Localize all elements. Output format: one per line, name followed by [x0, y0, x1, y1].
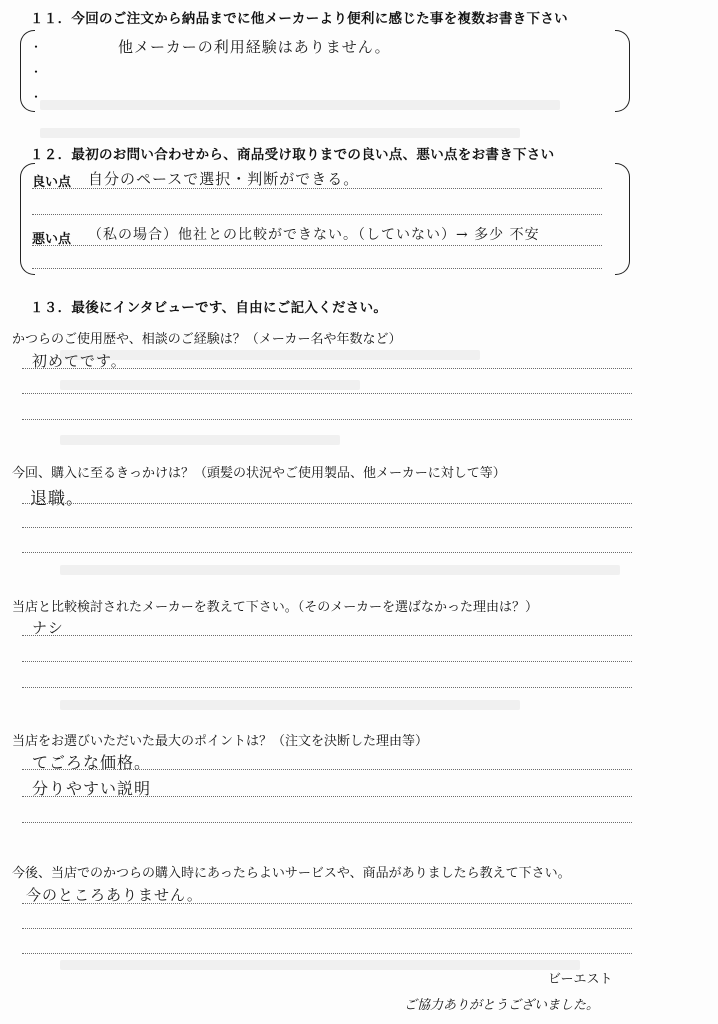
answer-line: [22, 661, 632, 662]
q13-future-answer: 今のところありません。: [26, 886, 203, 904]
answer-line: [22, 635, 632, 636]
q13-history-answer: 初めてです。: [32, 352, 127, 370]
q12-bad-answer: （私の場合）他社との比較ができない。（していない）→ 多少 不安: [88, 227, 540, 243]
q13-point-answer-1: てごろな価格。: [32, 753, 152, 772]
bleed-through: [60, 700, 520, 710]
bleed-through: [40, 128, 520, 138]
answer-line: [32, 188, 602, 189]
q11-bullet: ・: [30, 65, 43, 79]
q13-compare-answer: ナシ: [32, 619, 64, 637]
q12-bad-label: 悪い点: [32, 232, 72, 247]
answer-line: [32, 268, 602, 269]
answer-line: [22, 822, 632, 823]
q13-trigger-answer: 退職。: [30, 489, 84, 509]
answer-line: [22, 953, 632, 954]
q11-answer: 他メーカーの利用経験はありません。: [118, 38, 391, 56]
footer-thanks: ご協力ありがとうございました。: [404, 998, 600, 1013]
q12-good-answer: 自分のペースで選択・判断ができる。: [88, 170, 360, 188]
q12-good-label: 良い点: [32, 175, 72, 190]
answer-line: [32, 214, 602, 215]
answer-line: [32, 245, 602, 246]
q11-title: １１．今回のご注文から納品までに他メーカーより便利に感じた事を複数お書き下さい: [30, 11, 568, 27]
answer-line: [22, 687, 632, 688]
answer-line: [22, 527, 632, 528]
q13-future-prompt: 今後、当店でのかつらの購入時にあったらよいサービスや、商品がありましたら教えて下さい。: [12, 866, 571, 881]
answer-line: [22, 903, 632, 904]
q13-compare-prompt: 当店と比較検討されたメーカーを教えて下さい。（そのメーカーを選ばなかった理由は？）: [12, 600, 538, 615]
answer-line: [22, 796, 632, 797]
q13-point-answer-2: 分りやすい説明: [32, 779, 152, 798]
q11-bullet: ・: [30, 90, 43, 104]
answer-line: [22, 928, 632, 929]
answer-line: [22, 393, 632, 394]
answer-line: [22, 552, 632, 553]
answer-line: [22, 419, 632, 420]
q13-title: １３．最後にインタビューです、自由にご記入ください。: [30, 300, 388, 316]
bleed-through: [60, 380, 360, 390]
q13-history-prompt: かつらのご使用歴や、相談のご経験は？（メーカー名や年数など）: [12, 332, 402, 347]
answer-line: [22, 368, 632, 369]
bleed-through: [60, 435, 340, 445]
q13-point-prompt: 当店をお選びいただいた最大のポイントは？（注文を決断した理由等）: [12, 734, 429, 749]
bleed-through: [60, 960, 580, 970]
q12-bracket-right: [615, 163, 630, 275]
q11-bullet: ・: [30, 40, 43, 54]
answer-line: [22, 503, 632, 504]
bleed-through: [40, 100, 560, 110]
answer-line: [22, 769, 632, 770]
q12-title: １２．最初のお問い合わせから、商品受け取りまでの良い点、悪い点をお書き下さい: [30, 147, 555, 163]
q13-trigger-prompt: 今回、購入に至るきっかけは？（頭髪の状況やご使用製品、他メーカーに対して等）: [12, 466, 506, 481]
bleed-through: [60, 565, 620, 575]
q11-bracket-right: [615, 30, 630, 112]
footer-company: ビーエスト: [548, 972, 613, 987]
